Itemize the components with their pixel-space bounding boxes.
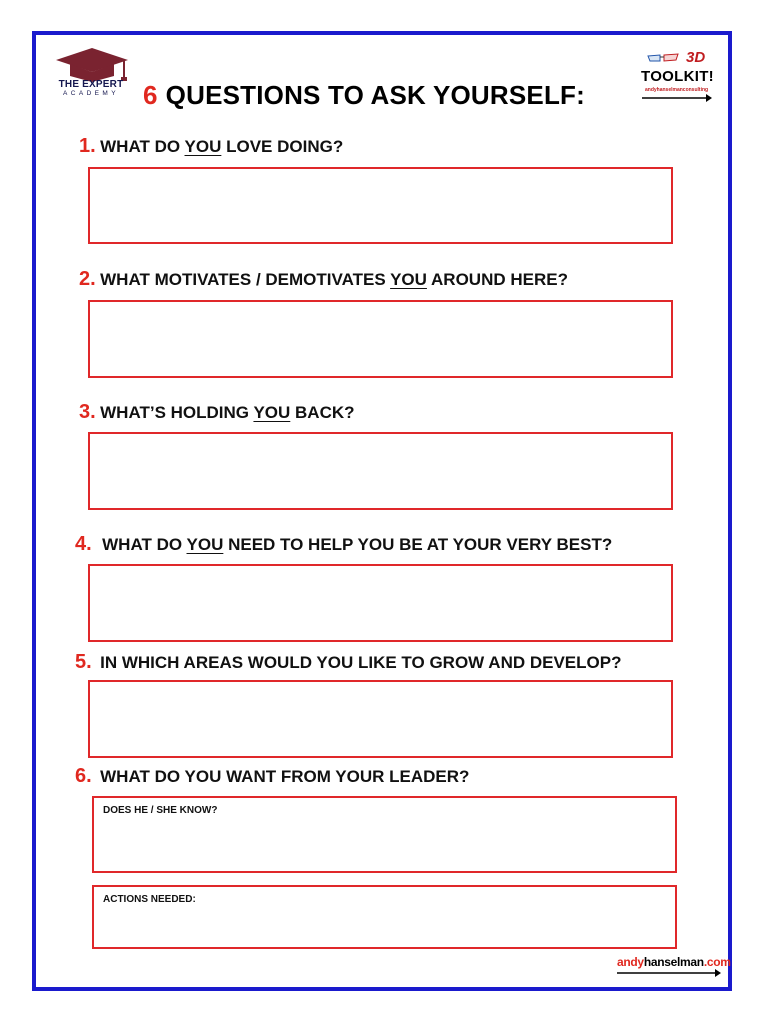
arrow-icon xyxy=(642,94,712,102)
question-text: WHAT MOTIVATES / DEMOTIVATES YOU AROUND HERE? xyxy=(100,270,568,289)
brand-logo: andyhanselman.com xyxy=(617,955,731,969)
title-number: 6 xyxy=(143,80,158,110)
question-1 xyxy=(79,135,343,158)
box-label: ACTIONS NEEDED: xyxy=(103,894,196,905)
question-5 xyxy=(75,651,621,674)
toolkit-3d-label: 3D xyxy=(686,49,706,66)
toolkit-label: TOOLKIT! xyxy=(641,68,714,85)
answer-box-4[interactable] xyxy=(88,564,673,642)
answer-box-3[interactable] xyxy=(88,432,673,510)
question-3 xyxy=(79,401,355,424)
question-number: 6. xyxy=(75,765,92,787)
question-text: WHAT DO YOU WANT FROM YOUR LEADER? xyxy=(100,767,470,786)
toolkit-url: andyhanselmanconsulting xyxy=(645,87,709,93)
question-number: 5. xyxy=(75,651,92,673)
answer-box-6-know[interactable] xyxy=(92,796,677,873)
logo-subtitle: ACADEMY xyxy=(63,90,119,97)
title-text: QUESTIONS TO ASK YOURSELF: xyxy=(165,80,585,110)
page-title xyxy=(143,80,585,111)
arrow-icon xyxy=(617,969,721,977)
question-number: 2. xyxy=(79,268,96,290)
question-6 xyxy=(75,765,469,788)
answer-box-1[interactable] xyxy=(88,167,673,244)
box-label: DOES HE / SHE KNOW? xyxy=(103,805,218,816)
question-text: IN WHICH AREAS WOULD YOU LIKE TO GROW AND DEVELOP? xyxy=(100,653,622,672)
question-text: WHAT DO YOU LOVE DOING? xyxy=(100,137,344,156)
question-number: 3. xyxy=(79,401,96,423)
3d-glasses-icon xyxy=(646,52,682,64)
question-4 xyxy=(75,533,612,556)
answer-box-5[interactable] xyxy=(88,680,673,758)
answer-box-2[interactable] xyxy=(88,300,673,378)
logo-name: THE EXPERT xyxy=(58,79,124,90)
question-text: WHAT’S HOLDING YOU BACK? xyxy=(100,403,355,422)
question-2 xyxy=(79,268,568,291)
question-number: 1. xyxy=(79,135,96,157)
answer-box-6-actions[interactable] xyxy=(92,885,677,949)
question-text: WHAT DO YOU NEED TO HELP YOU BE AT YOUR VERY BEST? xyxy=(102,535,613,554)
question-number: 4. xyxy=(75,533,92,555)
